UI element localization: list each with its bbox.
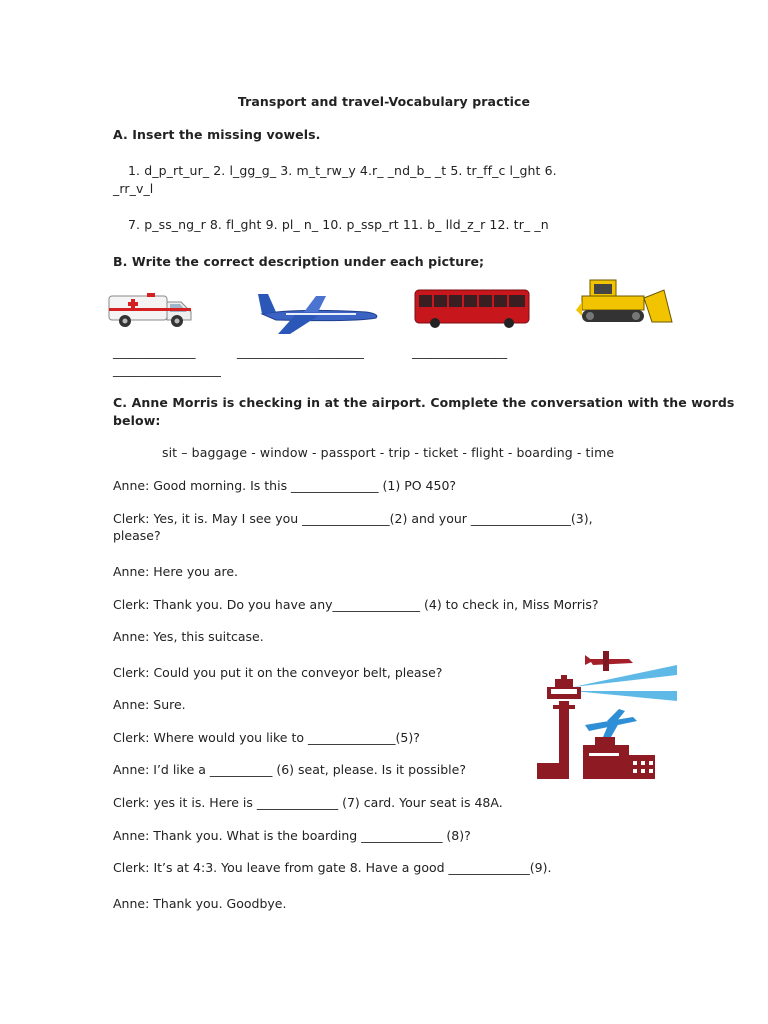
dialogue-line-5: Anne: Yes, this suitcase. (113, 629, 264, 644)
red-plane-icon (585, 651, 633, 671)
description-blank-1[interactable]: _____________ (113, 344, 196, 359)
section-a-row1: 1. d_p_rt_ur_ 2. l_gg_g_ 3. m_t_rw_y 4.r_ _nd_b_ _t 5. tr_ff_c l_ght 6. (128, 163, 557, 178)
ambulance-image (107, 288, 193, 330)
bulldozer-image (572, 276, 676, 326)
airport-illustration (533, 645, 679, 785)
section-b-heading: B. Write the correct description under each picture; (113, 254, 485, 269)
description-blank-2[interactable]: ____________________ (237, 344, 364, 359)
dialogue-line-8: Clerk: Where would you like to ______________(5)? (113, 730, 420, 745)
dialogue-line-11: Anne: Thank you. What is the boarding _____________ (8)? (113, 828, 471, 843)
dialogue-line-2: Clerk: Yes, it is. May I see you ______________(2) and your ________________(3), (113, 511, 593, 526)
dialogue-line-1: Anne: Good morning. Is this ______________ (1) PO 450? (113, 478, 457, 493)
section-a-row2: 7. p_ss_ng_r 8. fl_ght 9. pl_ n_ 10. p_ssp_rt 11. b_ lld_z_r 12. tr_ _n (128, 217, 549, 232)
page-title: Transport and travel-Vocabulary practice (237, 94, 531, 109)
dialogue-line-2-cont: please? (113, 528, 161, 543)
blue-plane-icon (585, 709, 637, 737)
description-blank-4[interactable]: _________________ (113, 362, 221, 377)
dialogue-line-9: Anne: I’d like a __________ (6) seat, please. Is it possible? (113, 762, 466, 777)
dialogue-line-10: Clerk: yes it is. Here is _____________ (7) card. Your seat is 48A. (113, 795, 503, 810)
section-c-heading: C. Anne Morris is checking in at the airport. Complete the conversation with the words (113, 395, 735, 410)
dialogue-line-4: Clerk: Thank you. Do you have any______________ (4) to check in, Miss Morris? (113, 597, 599, 612)
bus-image (413, 287, 531, 329)
description-blank-3[interactable]: _______________ (412, 344, 508, 359)
section-a-heading: A. Insert the missing vowels. (113, 127, 321, 142)
word-bank: sit – baggage - window - passport - trip - ticket - flight - boarding - time (162, 445, 615, 460)
dialogue-line-7: Anne: Sure. (113, 697, 186, 712)
dialogue-line-3: Anne: Here you are. (113, 564, 239, 579)
section-a-row1-cont: _rr_v_l (113, 181, 154, 196)
dialogue-line-6: Clerk: Could you put it on the conveyor belt, please? (113, 665, 443, 680)
dialogue-line-12: Clerk: It’s at 4:3. You leave from gate 8. Have a good _____________(9). (113, 860, 552, 875)
dialogue-line-13: Anne: Thank you. Goodbye. (113, 896, 287, 911)
section-c-heading-cont: below: (113, 413, 161, 428)
airplane-image (256, 290, 382, 334)
